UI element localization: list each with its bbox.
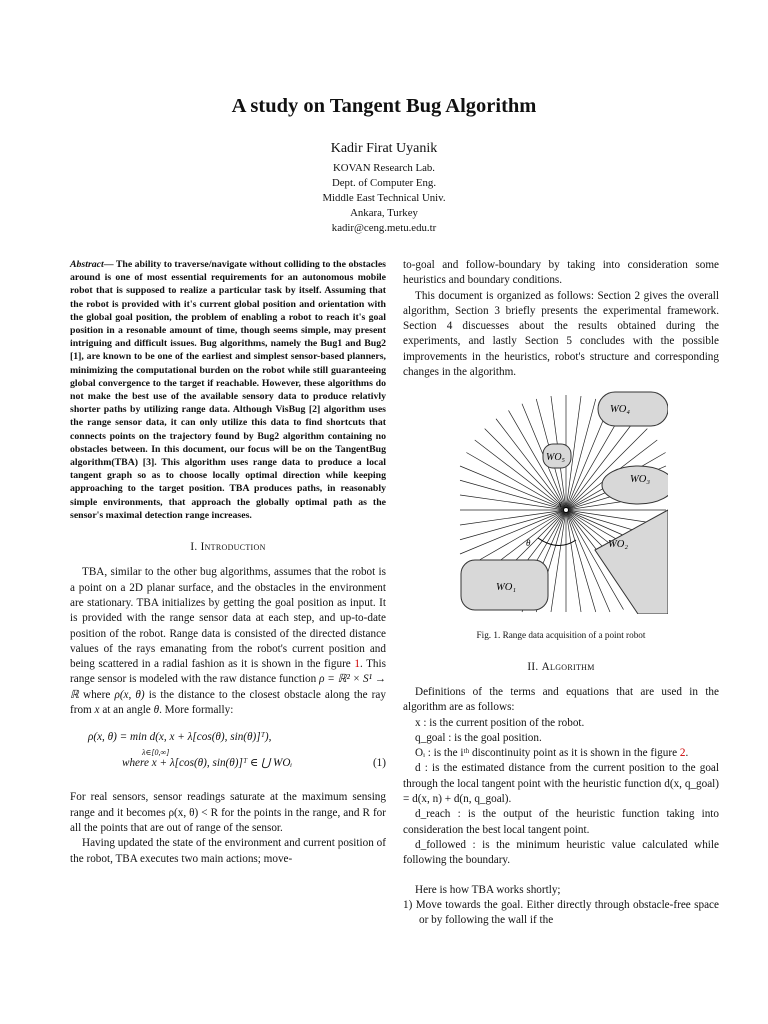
range-ray: [485, 429, 566, 510]
section-heading-intro: [70, 540, 386, 555]
section-heading-algorithm: [403, 660, 719, 675]
definitions-intro: Definitions of the terms and equations that are used in the algorithm are as follows:: [403, 685, 719, 714]
obstacle-wo4: [598, 392, 668, 426]
label-theta: θ: [526, 538, 531, 549]
equation-subscript: λ∈[0,∞]: [142, 748, 170, 758]
affiliation-email: kadir@ceng.metu.edu.tr: [331, 222, 437, 234]
range-ray: [460, 510, 566, 525]
def-d: d : is the estimated distance from the current position to the goal through the local tangent point with the heuristic function d(x, q_goal) = d(x, n) + d(n, q_goal).: [403, 762, 719, 806]
step-1: 1) Move towards the goal. Either directly through obstacle-free space or by following the wall if the: [403, 898, 719, 927]
range-ray: [460, 495, 566, 510]
abstract-text: — The ability to traverse/navigate without colliding to the obstacles around is one of most essential requirements for an autonomous mobile robot that is supposed to realize a particular task by itself. Assuming that the robot is provided with it's current global position and orientation with the global goal position, the problem of enabling a robot to reach it's goal position in a resonable amount of time, though seems simple, may present intriguing and difficult issues. Bug algorithms, namely the Bug1 and Bug2 [1], are known to be one of the earliest and simplest sensor-based planners, minimizing the computational burden on the robot while still guaranteeing global convergence to the target if reachable. However, these algorithms do not make the best use of the available sensory data to produce relativly shorter paths by utilizing range data. Although VisBug [2] algorithm uses the range sensor data, it can only utilize this data to find shortcuts that connects points on the trajectory found by Bug2 algorithm containing no obstacles between. In this document, our focus will be on the TangentBug algorithm(TBA) [3]. This algorithm uses range data to produce a local tangent graph so as to choose locally optimal direction while keeping approaching to the target position. TBA produces paths, in reasonably simple environments, that approach the globally optimal path as the sensor's maximal detection range increases.: [70, 259, 386, 521]
affiliation-dept: Dept. of Computer Eng.: [331, 177, 437, 189]
equation-line-2: where x + λ[cos(θ), sin(θ)]ᵀ ∈ ⋃ WOᵢ: [122, 757, 293, 770]
intro-paragraph-3: Having updated the state of the environment and current position of the robot, TBA executes two main actions; move-: [70, 837, 386, 865]
label-wo5: WO₅: [546, 452, 566, 464]
def-qgoal: q_goal : is the goal position.: [415, 731, 542, 744]
range-ray: [466, 510, 566, 568]
range-ray: [460, 466, 566, 510]
right-paragraph-1: to-goal and follow-boundary by taking into consideration some heuristics and boundary conditions.: [403, 259, 719, 287]
right-paragraph-2: This document is organized as follows: Section 2 gives the overall algorithm, Section 3 briefly presents the experimental framework. Section 4 discuesses about the results obtained during the experiments, and lastly Section 5 concludes with the possible improvements in the heuristics, robot's structure and corresponding changes in the algorithm.: [403, 289, 719, 379]
label-wo4: WO₄: [610, 404, 630, 416]
right-column: [403, 258, 719, 928]
intro-paragraph-2: For real sensors, sensor readings saturate at the maximum sensing range and it becomes ρ(x, θ) < R for the points in the range, and R for all the points that are out of range of the sensor.: [70, 791, 386, 834]
section-number: II.: [527, 660, 539, 673]
label-wo1: WO₁: [496, 582, 516, 594]
equation-1: [70, 726, 386, 780]
def-dfollowed: d_followed : is the minimum heuristic value calculated while following the boundary.: [403, 838, 719, 867]
figure-ref[interactable]: 2: [679, 747, 686, 760]
range-ray: [551, 510, 566, 612]
section-title: Algorithm: [541, 660, 595, 673]
def-x: x : is the current position of the robot.: [415, 716, 585, 729]
intro-paragraph-1: TBA, similar to the other bug algorithms, assumes that the robot is a point on a 2D planar surface, and the obstacles in the environment are stationary. TBA initializes by getting the goal position as input. It is provided with the range sensor data at each step, and up-to-date position of the robot. Range data is consisted of the directed distance values of the rays emanating from the robot's current position and being scattered in a radial fashion as it is shown in the figure 1. This range sensor is modeled with the raw distance function ρ = ℝ² × S¹ → ℝ where ρ(x, θ) is the distance to the closest obstacle along the ray from x at an angle θ. More formally:: [70, 566, 386, 717]
affiliation-univ: Middle East Technical Univ.: [322, 192, 446, 204]
label-wo2: WO₂: [608, 539, 628, 551]
works-intro: Here is how TBA works shortly;: [415, 883, 561, 896]
label-wo3: WO₃: [630, 474, 650, 486]
obstacle-wo2: [595, 510, 668, 614]
range-ray: [566, 510, 581, 612]
figure-ref[interactable]: 1: [354, 658, 360, 671]
obstacle-wo3: [602, 466, 668, 504]
equation-number: (1): [372, 757, 386, 770]
range-diagram: [458, 390, 668, 614]
paper-title: A study on Tangent Bug Algorithm: [231, 95, 537, 117]
figure-1: [403, 390, 719, 620]
section-title: Introduction: [200, 541, 266, 554]
section-number: I.: [190, 541, 198, 554]
affiliation-city: Ankara, Turkey: [350, 207, 418, 219]
label-x: x: [558, 499, 562, 510]
author-name: Kadir Firat Uyanik: [330, 141, 438, 156]
def-oi: Oᵢ : is the iᵗʰ discontinuity point as it is shown in the figure 2.: [415, 747, 689, 760]
def-dreach: d_reach : is the output of the heuristic function taking into consideration the best local tangent point.: [403, 808, 719, 836]
figure-caption: Fig. 1. Range data acquisition of a point robot: [476, 630, 646, 641]
author-affiliation: [0, 161, 768, 236]
affiliation-lab: KOVAN Research Lab.: [332, 162, 436, 174]
robot-point: [564, 508, 569, 513]
equation-line-1: ρ(x, θ) = min d(x, x + λ[cos(θ), sin(θ)]ᵀ),: [88, 731, 272, 744]
range-ray: [460, 510, 566, 540]
left-column: [70, 258, 386, 867]
abstract: [70, 258, 386, 522]
abstract-lead: Abstract: [70, 259, 104, 270]
range-ray: [460, 481, 566, 511]
